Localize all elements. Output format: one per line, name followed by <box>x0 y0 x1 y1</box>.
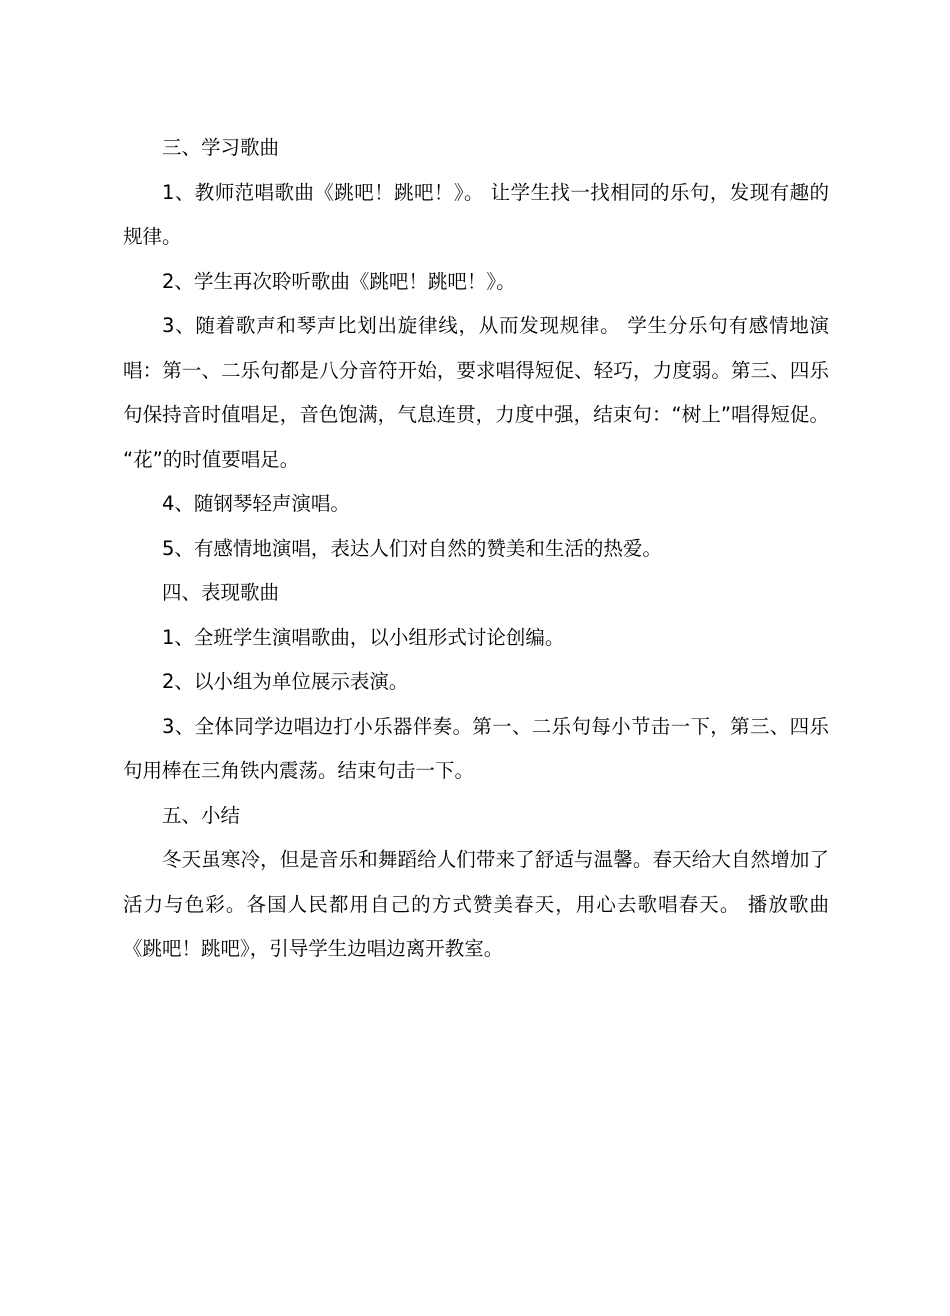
paragraph-item: 2、以小组为单位展示表演。 <box>162 670 409 693</box>
paragraph-item: 3、全体同学边唱边打小乐器伴奏。第一、二乐句每小节击一下，第三、四乐句用棒在三角铁内震荡。结束句击一下。 <box>123 714 829 782</box>
paragraph-item: 2、学生再次聆听歌曲《跳吧！跳吧！》。 <box>162 269 516 293</box>
paragraph-item: 5、有感情地演唱，表达人们对自然的赞美和生活的热爱。 <box>162 536 662 560</box>
section-heading-summary: 五、小结 <box>162 803 241 827</box>
document-body <box>123 126 829 972</box>
paragraph-item: 4、随钢琴轻声演唱。 <box>162 492 350 515</box>
paragraph-item: 冬天虽寒冷，但是音乐和舞蹈给人们带来了舒适与温馨。春天给大自然增加了活力与色彩。各国人民都用自己的方式赞美春天，用心去歌唱春天。 播放歌曲《跳吧！跳吧》，引导学生边唱边离开教室。 <box>123 848 829 960</box>
section-heading-learn-song: 三、学习歌曲 <box>162 136 280 159</box>
paragraph-item: 3、随着歌声和琴声比划出旋律线，从而发现规律。 学生分乐句有感情地演唱：第一、二乐句都是八分音符开始，要求唱得短促、轻巧，力度弱。第三、四乐句保持音时值唱足，音色饱满，气息连贯，力度中强，结束句：“树上”唱得短促。 “花”的时值要唱足。 <box>123 314 829 471</box>
paragraph-item: 1、全班学生演唱歌曲，以小组形式讨论创编。 <box>162 625 565 649</box>
paragraph-item: 1、教师范唱歌曲《跳吧！跳吧！》。 让学生找一找相同的乐句，发现有趣的规律。 <box>123 180 829 248</box>
section-heading-perform-song: 四、表现歌曲 <box>162 581 280 604</box>
